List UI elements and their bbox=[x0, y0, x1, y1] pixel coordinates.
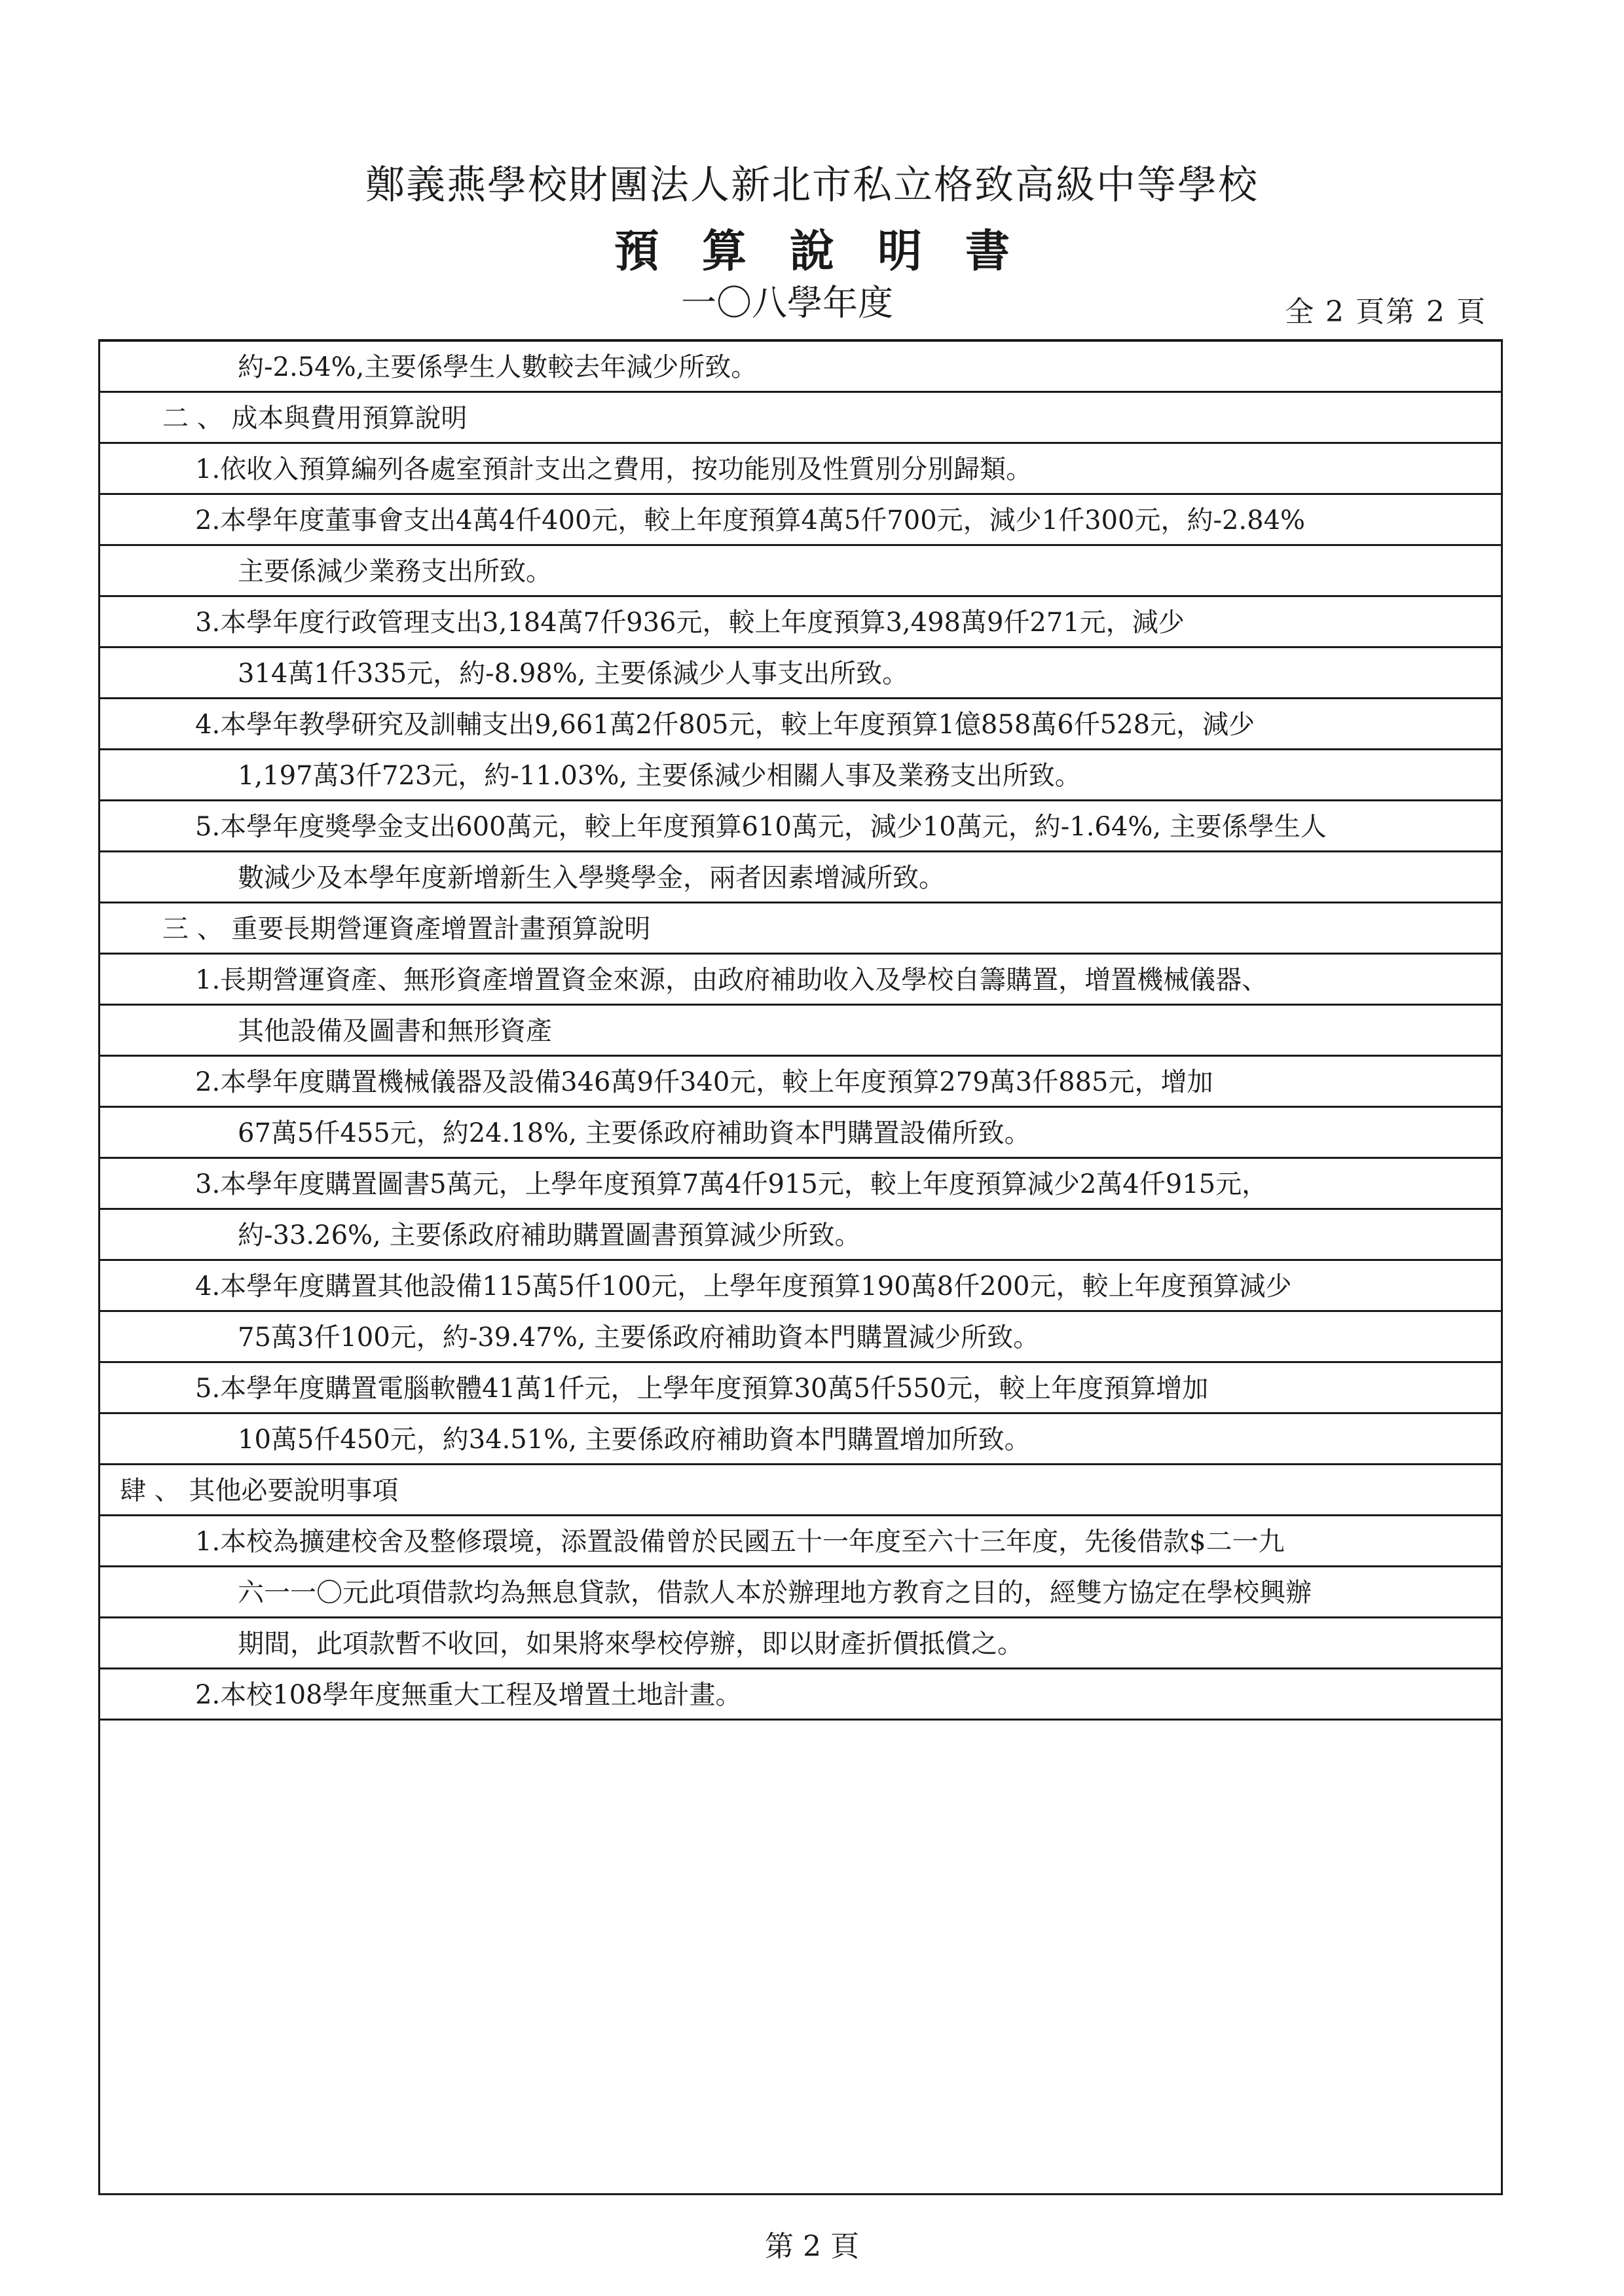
table-row bbox=[100, 1363, 1501, 1414]
line-text: 3.本學年度購置圖書5萬元，上學年度預算7萬4仟915元，較上年度預算減少2萬4仟915元， bbox=[195, 1169, 1268, 1199]
document-title: 鄭義燕學校財團法人新北市私立格致高級中等學校 bbox=[365, 162, 1259, 208]
table-row bbox=[100, 1414, 1501, 1465]
line-text: 1,197萬3仟723元，約-11.03%, 主要係減少相關人事及業務支出所致。 bbox=[238, 761, 1081, 791]
fiscal-year: 一〇八學年度 bbox=[681, 282, 893, 323]
content-table bbox=[98, 339, 1503, 2195]
line-text: 六一一〇元此項借款均為無息貸款，借款人本於辦理地方教育之目的，經雙方協定在學校興辦 bbox=[238, 1578, 1312, 1608]
table-row bbox=[100, 546, 1501, 597]
section-heading-2 bbox=[100, 393, 1501, 444]
line-text: 數減少及本學年度新增新生入學獎學金，兩者因素增減所致。 bbox=[238, 863, 945, 893]
section-heading-3 bbox=[100, 903, 1501, 955]
table-row bbox=[100, 648, 1501, 699]
section-heading-4 bbox=[100, 1465, 1501, 1516]
table-row bbox=[100, 1261, 1501, 1312]
line-text: 3.本學年度行政管理支出3,184萬7仟936元，較上年度預算3,498萬9仟271元，減少 bbox=[195, 608, 1185, 638]
line-text: 其他設備及圖書和無形資產 bbox=[238, 1016, 552, 1046]
line-text: 1.長期營運資產、無形資產增置資金來源，由政府補助收入及學校自籌購置，增置機械儀器、 bbox=[195, 965, 1268, 995]
table-row bbox=[100, 495, 1501, 546]
line-text: 5.本學年度獎學金支出600萬元，較上年度預算610萬元，減少10萬元，約-1.64%, 主要係學生人 bbox=[195, 812, 1327, 842]
table-row bbox=[100, 955, 1501, 1006]
document-subtitle: 預算說明書 bbox=[614, 225, 1053, 278]
line-text: 三 、 重要長期營運資產增置計畫預算說明 bbox=[162, 914, 651, 944]
line-text: 二 、 成本與費用預算說明 bbox=[162, 403, 468, 433]
table-row bbox=[100, 750, 1501, 801]
line-text: 2.本學年度董事會支出4萬4仟400元，較上年度預算4萬5仟700元，減少1仟300元，約-2.84% bbox=[195, 505, 1306, 536]
page-footer: 第 2 頁 bbox=[765, 2230, 859, 2263]
table-row bbox=[100, 1210, 1501, 1261]
table-row bbox=[100, 1618, 1501, 1669]
line-text: 主要係減少業務支出所致。 bbox=[238, 556, 552, 587]
line-text: 約-33.26%, 主要係政府補助購置圖書預算減少所致。 bbox=[238, 1220, 861, 1250]
table-row bbox=[100, 852, 1501, 903]
line-text: 5.本學年度購置電腦軟體41萬1仟元，上學年度預算30萬5仟550元，較上年度預算增加 bbox=[195, 1374, 1209, 1404]
table-row bbox=[100, 1159, 1501, 1210]
line-text: 1.依收入預算編列各處室預計支出之費用，按功能別及性質別分別歸類。 bbox=[195, 454, 1033, 484]
line-text: 1.本校為擴建校舍及整修環境，添置設備曾於民國五十一年度至六十三年度，先後借款$二一九 bbox=[195, 1527, 1285, 1557]
line-text: 67萬5仟455元，約24.18%, 主要係政府補助資本門購置設備所致。 bbox=[238, 1118, 1031, 1148]
line-text: 2.本學年度購置機械儀器及設備346萬9仟340元，較上年度預算279萬3仟885元，增加 bbox=[195, 1067, 1213, 1097]
table-row bbox=[100, 444, 1501, 495]
table-row bbox=[100, 1108, 1501, 1159]
line-text: 75萬3仟100元，約-39.47%, 主要係政府補助資本門購置減少所致。 bbox=[238, 1322, 1040, 1353]
table-row bbox=[100, 699, 1501, 750]
table-row bbox=[100, 1057, 1501, 1108]
line-text: 2.本校108學年度無重大工程及增置土地計畫。 bbox=[195, 1680, 742, 1710]
line-text: 314萬1仟335元，約-8.98%, 主要係減少人事支出所致。 bbox=[238, 659, 909, 689]
line-text: 4.本學年教學研究及訓輔支出9,661萬2仟805元，較上年度預算1億858萬6仟528元，減少 bbox=[195, 710, 1255, 740]
line-text: 10萬5仟450元，約34.51%, 主要係政府補助資本門購置增加所致。 bbox=[238, 1425, 1031, 1455]
table-row bbox=[100, 1516, 1501, 1567]
table-row bbox=[100, 342, 1501, 393]
table-row bbox=[100, 801, 1501, 852]
line-text: 4.本學年度購置其他設備115萬5仟100元，上學年度預算190萬8仟200元，較上年度預算減少 bbox=[195, 1271, 1292, 1302]
table-row bbox=[100, 597, 1501, 648]
page-count: 全 2 頁第 2 頁 bbox=[1285, 295, 1486, 329]
line-text: 約-2.54%,主要係學生人數較去年減少所致。 bbox=[238, 352, 758, 382]
table-row bbox=[100, 1312, 1501, 1363]
table-row bbox=[100, 1006, 1501, 1057]
table-row bbox=[100, 1567, 1501, 1618]
table-row bbox=[100, 1669, 1501, 1721]
line-text: 肆 、 其他必要說明事項 bbox=[120, 1476, 399, 1506]
line-text: 期間，此項款暫不收回，如果將來學校停辦，即以財產折價抵償之。 bbox=[238, 1629, 1024, 1659]
